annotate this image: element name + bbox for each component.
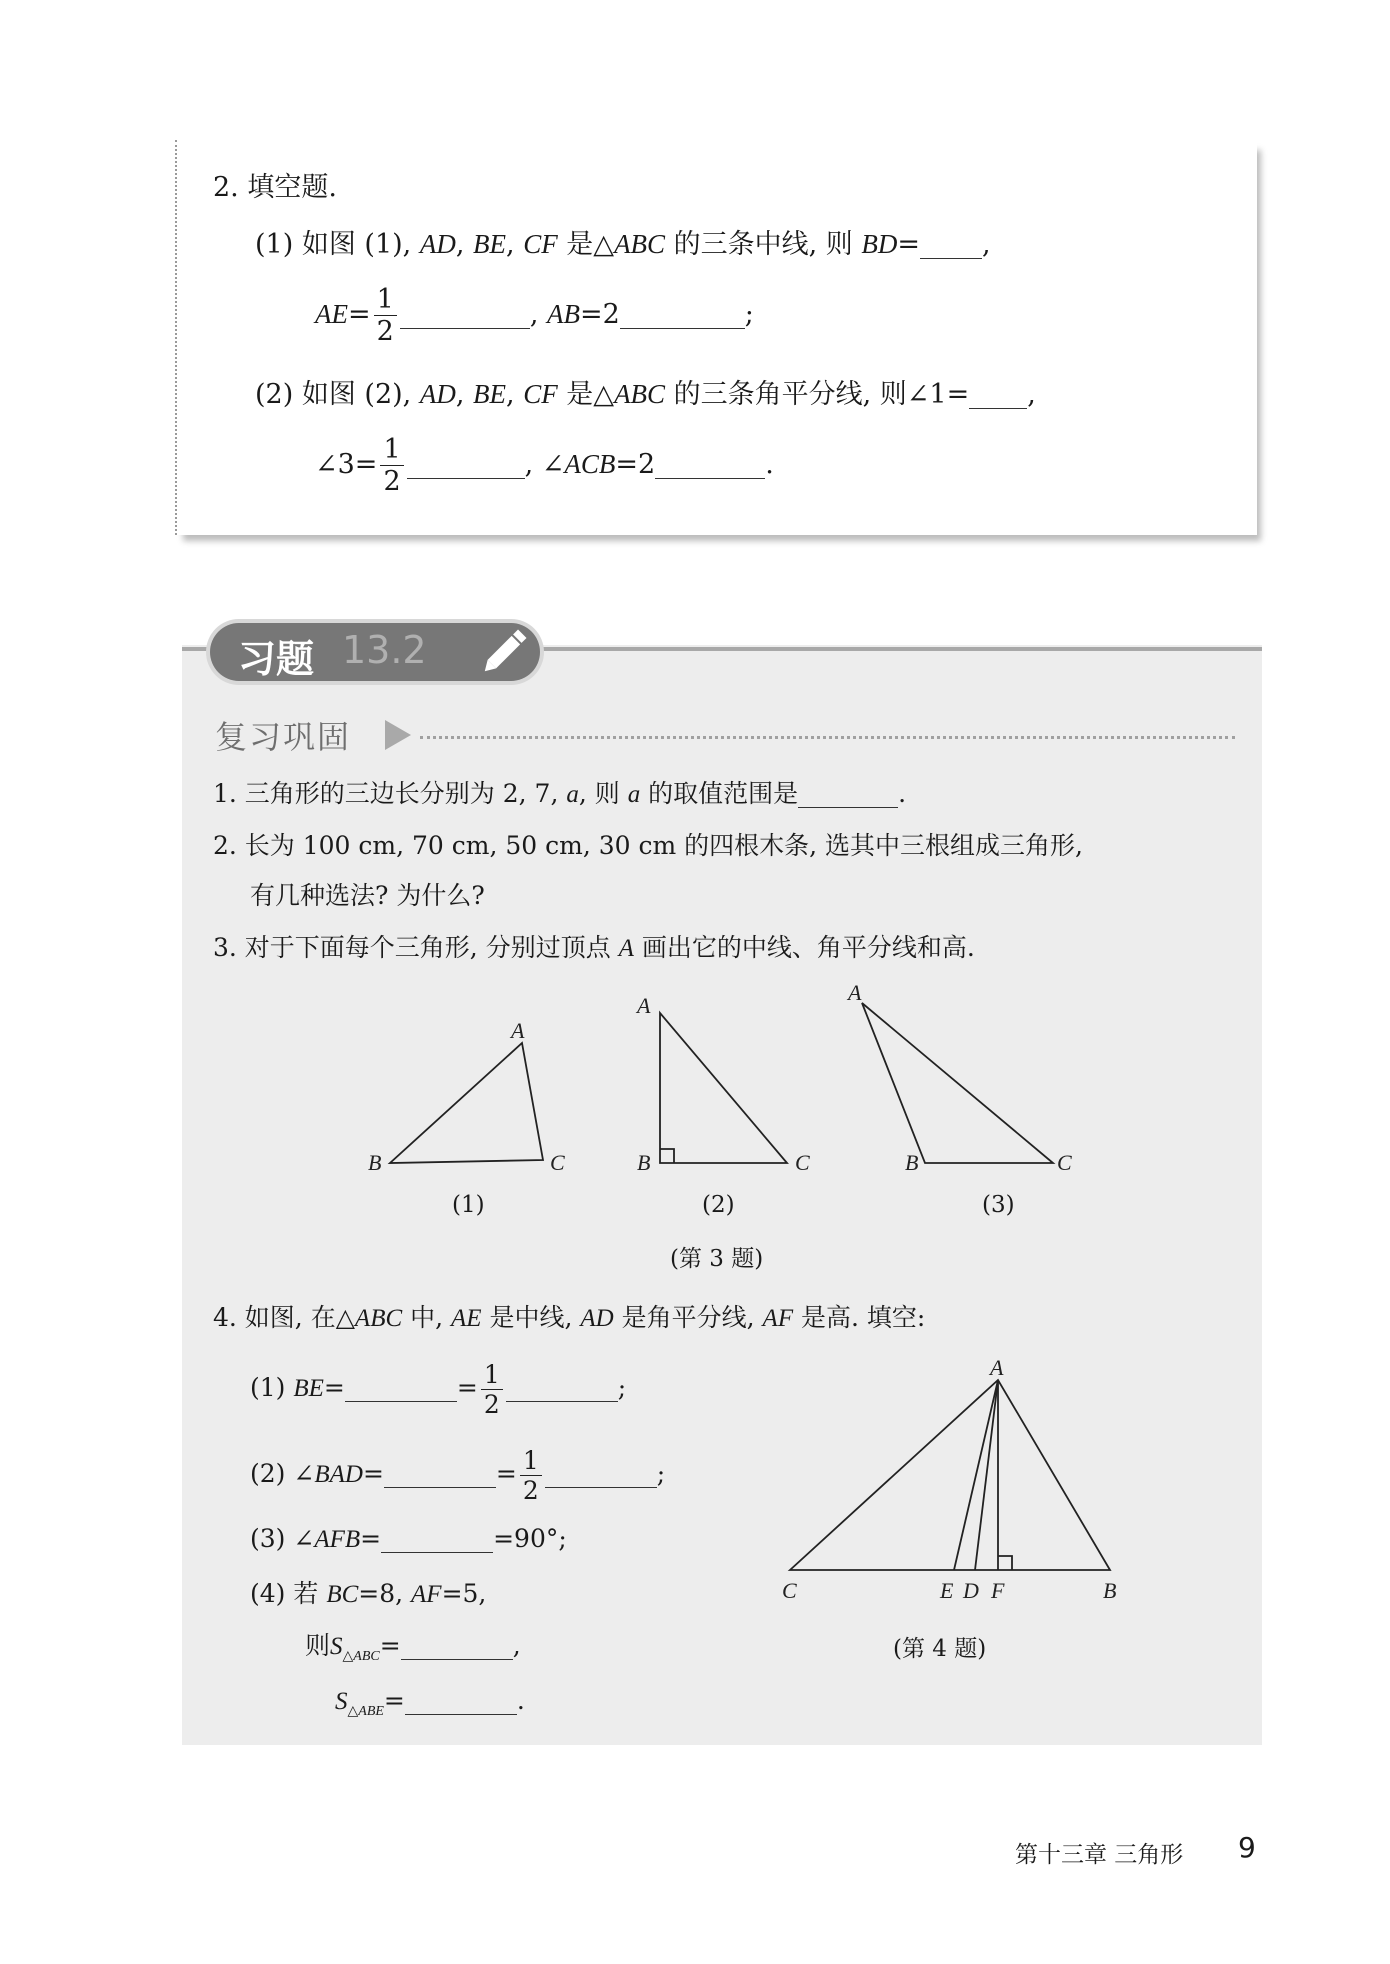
subfigure-caption-1: (1): [452, 1192, 485, 1218]
text: 是△: [557, 379, 615, 410]
question-1: [213, 774, 906, 810]
text: ,: [506, 379, 524, 410]
label-A-3: A: [848, 980, 862, 1005]
math: BE: [293, 1375, 324, 1402]
median-ae: [954, 1380, 998, 1570]
answer-blank[interactable]: [506, 1376, 618, 1402]
text: 是△: [557, 229, 615, 260]
question-2-line-1: 2. 长为 100 cm, 70 cm, 50 cm, 30 cm 的四根木条, 选其中三根组成三角形,: [213, 831, 1083, 860]
question-4-sub-4: [250, 1574, 486, 1610]
part-number: (2): [255, 379, 294, 410]
answer-blank[interactable]: [405, 1689, 517, 1715]
subfigure-caption-3: (3): [982, 1192, 1015, 1218]
math: S: [335, 1688, 348, 1715]
question-4-sub-3: [250, 1524, 567, 1554]
question-2-line-2: 有几种选法? 为什么?: [250, 881, 485, 910]
text: =5,: [441, 1579, 487, 1608]
answer-blank[interactable]: [401, 1634, 513, 1660]
text: =: [495, 1459, 517, 1488]
text: ∠3=: [315, 449, 378, 480]
fill-in-part-1-line-2: [315, 286, 754, 345]
text: 画出它的中线、角平分线和高.: [633, 933, 975, 962]
math: AE: [450, 1305, 482, 1332]
triangle-abc: [790, 1380, 1110, 1570]
text: ;: [656, 1459, 666, 1488]
figure-4-triangle: [770, 1350, 1140, 1600]
label-C-2: C: [795, 1150, 810, 1175]
text: , 则: [578, 779, 628, 808]
section-title: 复习巩固: [215, 718, 352, 756]
numerator: 1: [380, 436, 403, 466]
math: ABC: [354, 1305, 403, 1332]
label-E: E: [940, 1578, 954, 1600]
text: =: [897, 229, 921, 260]
math: BD: [861, 229, 898, 259]
text: 则: [305, 1631, 331, 1660]
text: ,: [506, 229, 524, 260]
question-number: 2. 填空题.: [213, 172, 337, 203]
math: AD: [580, 1305, 614, 1332]
question-4: [213, 1298, 925, 1334]
play-arrow-icon: [383, 718, 413, 752]
triangle-3: [862, 1003, 1053, 1163]
text: 的三条角平分线, 则∠1=: [665, 379, 970, 410]
math: BE: [473, 379, 507, 409]
label-A: A: [990, 1355, 1004, 1380]
label-A-2: A: [637, 993, 651, 1018]
text: ,: [455, 229, 474, 260]
fraction: [374, 286, 397, 345]
text: ,: [1027, 379, 1036, 410]
answer-blank[interactable]: [620, 301, 745, 329]
label-C: C: [782, 1578, 797, 1600]
fill-in-part-1-line-1: [255, 222, 991, 261]
part-number: (3): [250, 1524, 286, 1553]
math: A: [618, 935, 634, 962]
answer-blank[interactable]: [545, 1462, 657, 1488]
bisector-ad: [975, 1380, 998, 1570]
text: 若: [293, 1579, 327, 1608]
denominator: 2: [522, 1476, 539, 1505]
text: =: [456, 1373, 478, 1402]
text: =: [362, 1459, 384, 1488]
text: .: [765, 449, 774, 480]
page-number: 9: [1238, 1831, 1256, 1864]
part-number: (4): [250, 1579, 286, 1608]
text: 中,: [402, 1303, 451, 1332]
text: 1. 三角形的三边长分别为 2, 7,: [213, 779, 567, 808]
math: AB: [546, 299, 580, 329]
text: 4. 如图, 在△: [213, 1303, 355, 1332]
label-B: B: [1103, 1578, 1117, 1600]
label-D: D: [963, 1578, 979, 1600]
text: ∠: [293, 1459, 315, 1488]
question-4-sub-2: [250, 1448, 665, 1503]
math: ABC: [614, 229, 666, 259]
answer-blank[interactable]: [381, 1527, 493, 1553]
label-F: F: [991, 1578, 1005, 1600]
math: a: [566, 781, 579, 808]
chapter-footer: 第十三章 三角形: [1015, 1842, 1184, 1868]
fraction: [380, 436, 403, 495]
text: 的三条中线, 则: [665, 229, 862, 260]
math: AD: [419, 229, 456, 259]
text: =: [360, 1524, 382, 1553]
text: ,: [455, 379, 474, 410]
answer-blank[interactable]: [969, 381, 1027, 409]
answer-blank[interactable]: [345, 1376, 457, 1402]
triangle-1: [390, 1043, 543, 1163]
text: ;: [617, 1373, 627, 1402]
math: BC: [326, 1581, 359, 1608]
triangle-2: [660, 1013, 787, 1163]
subscript: △ABC: [342, 1649, 380, 1664]
text: 的取值范围是: [640, 779, 799, 808]
denominator: 2: [383, 466, 401, 497]
label-B-2: B: [637, 1150, 651, 1175]
denominator: 2: [376, 316, 394, 347]
section-divider: [420, 736, 1235, 739]
text: ,: [982, 229, 991, 260]
text: =2: [615, 449, 656, 480]
answer-blank[interactable]: [920, 231, 982, 259]
label-B-1: B: [368, 1150, 382, 1175]
math: BAD: [314, 1461, 363, 1488]
right-angle-mark: [998, 1556, 1012, 1570]
text: =8,: [358, 1579, 412, 1608]
fill-in-part-2-line-1: [255, 372, 1036, 411]
math: ABC: [614, 379, 666, 409]
part-number: (2): [250, 1459, 286, 1488]
answer-blank[interactable]: [655, 451, 765, 479]
label-C-1: C: [550, 1150, 565, 1175]
text: ,: [512, 1631, 521, 1660]
text: , ∠: [524, 449, 565, 480]
text: .: [898, 779, 907, 808]
label-C-3: C: [1057, 1150, 1072, 1175]
answer-blank[interactable]: [400, 301, 530, 329]
text: 是高. 填空:: [793, 1303, 926, 1332]
text: =: [383, 1686, 405, 1715]
text: =2: [579, 299, 620, 330]
text: 如图 (1),: [301, 229, 420, 260]
answer-blank[interactable]: [798, 782, 898, 808]
math: ACB: [564, 449, 616, 479]
subfigure-caption-2: (2): [702, 1192, 735, 1218]
figure-3-caption: (第 3 题): [670, 1246, 764, 1272]
question-4-area-abc: [305, 1626, 521, 1665]
answer-blank[interactable]: [407, 451, 525, 479]
text: 是中线,: [481, 1303, 581, 1332]
text: =: [379, 1631, 401, 1660]
text: .: [516, 1686, 525, 1715]
text: =90°;: [493, 1524, 567, 1553]
text: ∠: [293, 1524, 315, 1553]
fraction: [481, 1362, 503, 1417]
subscript: △ABE: [347, 1704, 384, 1719]
text: =: [348, 299, 371, 330]
label-B-3: B: [905, 1150, 919, 1175]
numerator: 1: [374, 286, 397, 316]
numerator: 1: [520, 1448, 542, 1476]
denominator: 2: [483, 1390, 500, 1419]
text: =: [323, 1373, 345, 1402]
math: S: [330, 1633, 343, 1660]
figure-4-caption: (第 4 题): [893, 1636, 987, 1662]
math: AFB: [314, 1526, 361, 1553]
question-4-sub-1: [250, 1362, 626, 1417]
text: 如图 (2),: [301, 379, 420, 410]
question-2-title: [213, 165, 337, 204]
answer-blank[interactable]: [384, 1462, 496, 1488]
fill-in-part-2-line-2: [315, 436, 774, 495]
text: ,: [529, 299, 547, 330]
math: CF: [523, 229, 558, 259]
question-4-area-abe: [335, 1686, 525, 1720]
fraction: [520, 1448, 542, 1503]
right-angle-mark: [660, 1149, 674, 1163]
text: ;: [744, 299, 754, 330]
part-number: (1): [255, 229, 294, 260]
label-A-1: A: [511, 1018, 525, 1043]
text: 3. 对于下面每个三角形, 分别过顶点: [213, 933, 619, 962]
math: a: [627, 781, 641, 808]
text: 是角平分线,: [613, 1303, 763, 1332]
math: AD: [419, 379, 456, 409]
question-3: [213, 928, 975, 964]
numerator: 1: [481, 1362, 503, 1390]
math: AF: [411, 1581, 442, 1608]
part-number: (1): [250, 1373, 286, 1402]
exercise-header-number: 13.2: [342, 628, 427, 672]
math: BE: [473, 229, 507, 259]
pencil-icon: [478, 624, 534, 676]
exercise-header-title: 习题: [238, 637, 315, 681]
figure-3-triangles: [360, 980, 1100, 1180]
math: AE: [315, 299, 348, 329]
math: AF: [762, 1305, 794, 1332]
math: CF: [523, 379, 558, 409]
